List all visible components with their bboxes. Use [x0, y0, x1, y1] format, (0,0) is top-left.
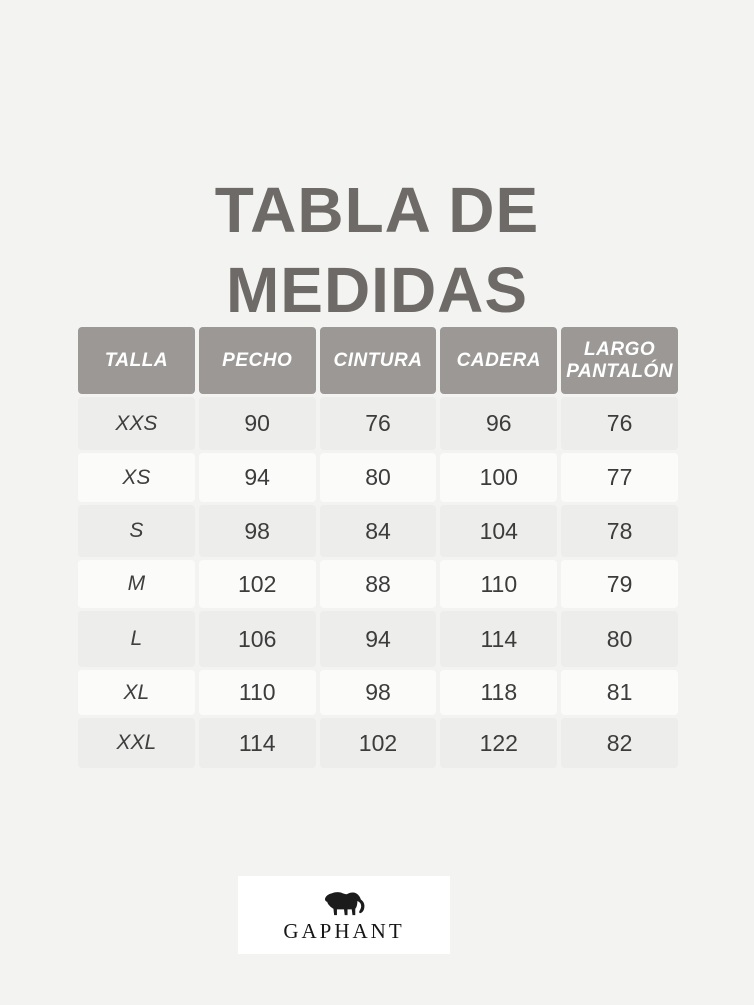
column-header-cintura: CINTURA	[320, 327, 437, 394]
column-header-cadera: CADERA	[440, 327, 557, 394]
value-cell: 104	[440, 505, 557, 557]
value-cell: 100	[440, 453, 557, 502]
column-header-largo-pantalon: LARGO PANTALÓN	[561, 327, 678, 394]
value-cell: 78	[561, 505, 678, 557]
value-cell: 79	[561, 560, 678, 608]
value-cell: 118	[440, 670, 557, 715]
brand-logo-card	[238, 876, 450, 954]
size-cell: XS	[78, 453, 195, 502]
value-cell: 80	[320, 453, 437, 502]
size-cell: L	[78, 611, 195, 667]
value-cell: 80	[561, 611, 678, 667]
size-cell: S	[78, 505, 195, 557]
brand-wordmark: GAPHANT	[283, 918, 405, 943]
value-cell: 81	[561, 670, 678, 715]
value-cell: 110	[440, 560, 557, 608]
page-title-line1: TABLA DE	[214, 173, 540, 246]
value-cell: 84	[320, 505, 437, 557]
size-cell: XL	[78, 670, 195, 715]
size-cell: XXL	[78, 718, 195, 768]
value-cell: 77	[561, 453, 678, 502]
size-cell: M	[78, 560, 195, 608]
value-cell: 96	[440, 397, 557, 450]
measurements-table	[78, 327, 678, 768]
value-cell: 94	[199, 453, 316, 502]
value-cell: 90	[199, 397, 316, 450]
elephant-icon	[321, 889, 367, 920]
value-cell: 106	[199, 611, 316, 667]
value-cell: 114	[199, 718, 316, 768]
value-cell: 98	[199, 505, 316, 557]
value-cell: 122	[440, 718, 557, 768]
size-cell: XXS	[78, 397, 195, 450]
value-cell: 76	[320, 397, 437, 450]
column-header-pecho: PECHO	[199, 327, 316, 394]
value-cell: 82	[561, 718, 678, 768]
page-title-line2: MEDIDAS	[225, 253, 529, 326]
value-cell: 94	[320, 611, 437, 667]
value-cell: 88	[320, 560, 437, 608]
value-cell: 110	[199, 670, 316, 715]
value-cell: 98	[320, 670, 437, 715]
value-cell: 102	[320, 718, 437, 768]
value-cell: 76	[561, 397, 678, 450]
column-header-talla: TALLA	[78, 327, 195, 394]
page-title	[0, 170, 754, 330]
value-cell: 102	[199, 560, 316, 608]
value-cell: 114	[440, 611, 557, 667]
